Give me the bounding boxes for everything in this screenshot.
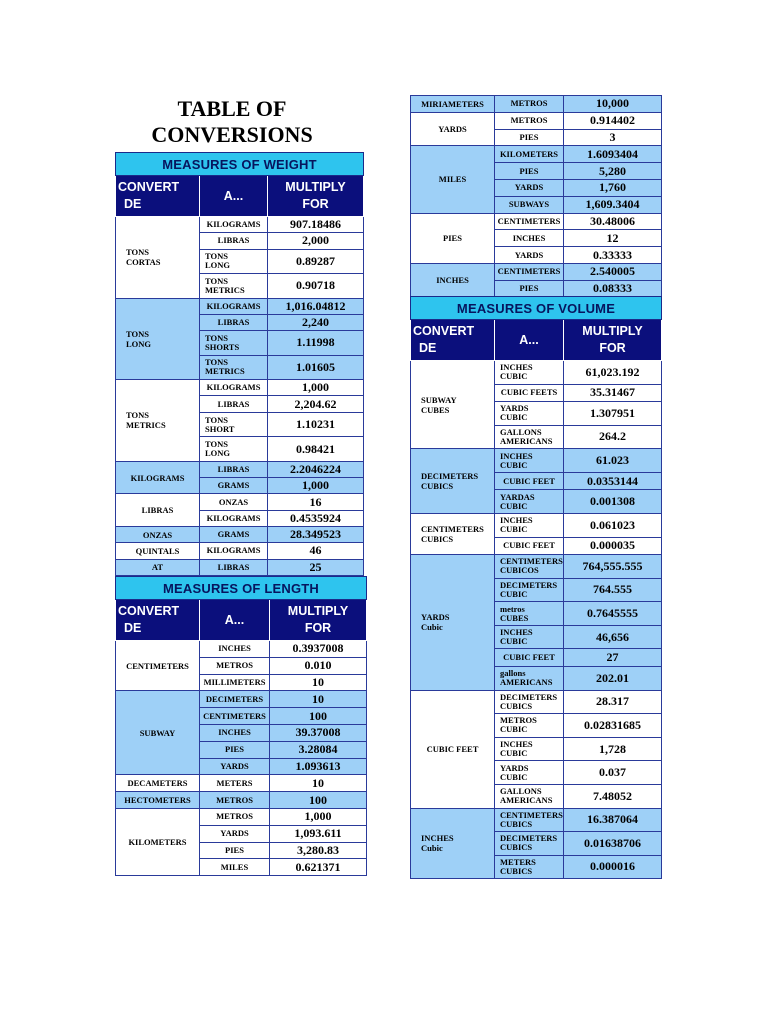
factor-cell: 1,728 (564, 737, 662, 761)
unit-cell: TONS SHORTS (200, 331, 268, 356)
factor-cell: 16 (268, 494, 364, 510)
group-label: DECIMETERS CUBICS (411, 449, 495, 514)
group-label: SUBWAY CUBES (411, 361, 495, 449)
unit-cell: CENTIMETERS (495, 213, 564, 230)
table-row (411, 808, 662, 832)
unit-cell: METROS CUBIC (495, 714, 564, 738)
unit-cell: CUBIC FEET (495, 537, 564, 555)
unit-cell: TONS SHORT (200, 412, 268, 437)
factor-cell: 1,000 (268, 380, 364, 396)
table-row (116, 792, 367, 809)
group-label: INCHES Cubic (411, 808, 495, 879)
length-section-title: MEASURES OF LENGTH (116, 577, 367, 600)
factor-cell: 202.01 (564, 666, 662, 690)
factor-cell: 0.7645555 (564, 602, 662, 626)
factor-cell: 1,760 (564, 179, 662, 196)
unit-cell: METROS (495, 96, 564, 113)
factor-cell: 35.31467 (564, 384, 662, 402)
factor-cell: 27 (564, 649, 662, 667)
factor-cell: 2,000 (268, 233, 364, 249)
factor-cell: 2,240 (268, 314, 364, 330)
unit-cell: YARDS (200, 825, 270, 842)
table-row (116, 298, 364, 314)
factor-cell: 0.4535924 (268, 510, 364, 526)
unit-cell: LIBRAS (200, 396, 268, 412)
group-label: DECAMETERS (116, 775, 200, 792)
table-row (116, 559, 364, 575)
unit-cell: KILOGRAMS (200, 298, 268, 314)
group-label: TONS CORTAS (116, 217, 200, 299)
group-label: QUINTALS (116, 543, 200, 559)
unit-cell: GALLONS AMERICANS (495, 425, 564, 449)
group-label: CUBIC FEET (411, 690, 495, 808)
unit-cell: INCHES (200, 641, 270, 658)
header-a: A... (495, 320, 564, 361)
table-row (411, 555, 662, 579)
table-row (116, 543, 364, 559)
unit-cell: GRAMS (200, 478, 268, 494)
unit-cell: LIBRAS (200, 559, 268, 575)
factor-cell: 3.28084 (270, 741, 367, 758)
unit-cell: METROS (495, 112, 564, 129)
unit-cell: CUBIC FEETS (495, 384, 564, 402)
unit-cell: KILOMETERS (495, 146, 564, 163)
unit-cell: LIBRAS (200, 233, 268, 249)
unit-cell: PIES (495, 129, 564, 146)
unit-cell: gallons AMERICANS (495, 666, 564, 690)
unit-cell: PIES (200, 741, 270, 758)
unit-cell: KILOGRAMS (200, 380, 268, 396)
factor-cell: 0.33333 (564, 247, 662, 264)
unit-cell: YARDS (200, 758, 270, 775)
group-label: YARDS (411, 112, 495, 146)
unit-cell: INCHES CUBIC (495, 513, 564, 537)
unit-cell: CENTIMETERS CUBICOS (495, 555, 564, 579)
table-row (411, 690, 662, 714)
factor-cell: 1,093.611 (270, 825, 367, 842)
factor-cell: 1,609.3404 (564, 196, 662, 213)
factor-cell: 0.02831685 (564, 714, 662, 738)
unit-cell: CENTIMETERS CUBICS (495, 808, 564, 832)
group-label: PIES (411, 213, 495, 263)
unit-cell: DECIMETERS CUBICS (495, 690, 564, 714)
factor-cell: 1.10231 (268, 412, 364, 437)
header-a: A... (200, 600, 270, 641)
title-line-1: TABLE OF (177, 96, 287, 121)
factor-cell: 0.08333 (564, 280, 662, 297)
factor-cell: 61.023 (564, 449, 662, 473)
factor-cell: 0.621371 (270, 859, 367, 876)
header-convert: CONVERT DE (116, 176, 200, 217)
factor-cell: 0.037 (564, 761, 662, 785)
factor-cell: 0.90718 (268, 274, 364, 299)
unit-cell: KILOGRAMS (200, 510, 268, 526)
unit-cell: INCHES (200, 724, 270, 741)
factor-cell: 28.317 (564, 690, 662, 714)
factor-cell: 1,000 (268, 478, 364, 494)
unit-cell: TONS METRICS (200, 355, 268, 380)
header-multiply: MULTIPLY FOR (270, 600, 367, 641)
table-row (116, 461, 364, 477)
length-table (115, 576, 367, 876)
factor-cell: 16.387064 (564, 808, 662, 832)
unit-cell: DECIMETERS CUBIC (495, 578, 564, 602)
unit-cell: YARDAS CUBIC (495, 490, 564, 514)
weight-section-title: MEASURES OF WEIGHT (116, 153, 364, 176)
group-label: INCHES (411, 263, 495, 297)
table-row (411, 361, 662, 385)
group-label: ONZAS (116, 526, 200, 542)
factor-cell: 100 (270, 708, 367, 725)
group-label: AT (116, 559, 200, 575)
factor-cell: 39.37008 (270, 724, 367, 741)
table-row (116, 526, 364, 542)
factor-cell: 1,016.04812 (268, 298, 364, 314)
factor-cell: 0.3937008 (270, 641, 367, 658)
factor-cell: 1.093613 (270, 758, 367, 775)
unit-cell: YARDS (495, 247, 564, 264)
factor-cell: 1.6093404 (564, 146, 662, 163)
factor-cell: 1,000 (270, 808, 367, 825)
unit-cell: CUBIC FEET (495, 472, 564, 490)
group-label: TONS LONG (116, 298, 200, 380)
unit-cell: metros CUBES (495, 602, 564, 626)
table-row (411, 112, 662, 129)
unit-cell: DECIMETERS CUBICS (495, 832, 564, 856)
factor-cell: 46 (268, 543, 364, 559)
factor-cell: 3 (564, 129, 662, 146)
page-title (112, 96, 352, 148)
unit-cell: METERS (200, 775, 270, 792)
group-label: MILES (411, 146, 495, 213)
unit-cell: PIES (495, 280, 564, 297)
unit-cell: KILOGRAMS (200, 543, 268, 559)
unit-cell: LIBRAS (200, 314, 268, 330)
factor-cell: 764,555.555 (564, 555, 662, 579)
group-label: LIBRAS (116, 494, 200, 527)
unit-cell: CENTIMETERS (200, 708, 270, 725)
factor-cell: 0.01638706 (564, 832, 662, 856)
unit-cell: SUBWAYS (495, 196, 564, 213)
factor-cell: 10 (270, 775, 367, 792)
group-label: HECTOMETERS (116, 792, 200, 809)
unit-cell: TONS METRICS (200, 274, 268, 299)
group-label: SUBWAY (116, 691, 200, 775)
factor-cell: 3,280.83 (270, 842, 367, 859)
factor-cell: 2.540005 (564, 263, 662, 280)
table-row (116, 775, 367, 792)
factor-cell: 2,204.62 (268, 396, 364, 412)
factor-cell: 10,000 (564, 96, 662, 113)
table-row (411, 96, 662, 113)
weight-table (115, 152, 364, 576)
factor-cell: 907.18486 (268, 217, 364, 233)
unit-cell: GALLONS AMERICANS (495, 784, 564, 808)
unit-cell: INCHES CUBIC (495, 361, 564, 385)
unit-cell: METROS (200, 792, 270, 809)
length-continued-table (410, 95, 662, 298)
table-row (116, 217, 364, 233)
group-label: KILOMETERS (116, 808, 200, 875)
unit-cell: YARDS CUBIC (495, 402, 564, 426)
factor-cell: 0.000035 (564, 537, 662, 555)
factor-cell: 28.349523 (268, 526, 364, 542)
factor-cell: 264.2 (564, 425, 662, 449)
unit-cell: METROS (200, 657, 270, 674)
group-label: YARDS Cubic (411, 555, 495, 690)
factor-cell: 0.0353144 (564, 472, 662, 490)
unit-cell: YARDS (495, 179, 564, 196)
unit-cell: INCHES CUBIC (495, 625, 564, 649)
header-multiply: MULTIPLY FOR (268, 176, 364, 217)
unit-cell: TONS LONG (200, 437, 268, 462)
header-multiply: MULTIPLY FOR (564, 320, 662, 361)
factor-cell: 1.11998 (268, 331, 364, 356)
unit-cell: MILES (200, 859, 270, 876)
factor-cell: 12 (564, 230, 662, 247)
unit-cell: TONS LONG (200, 249, 268, 274)
factor-cell: 10 (270, 674, 367, 691)
factor-cell: 0.98421 (268, 437, 364, 462)
table-row (411, 513, 662, 537)
group-label: KILOGRAMS (116, 461, 200, 494)
title-line-2: CONVERSIONS (151, 122, 313, 147)
table-row (411, 449, 662, 473)
unit-cell: INCHES CUBIC (495, 449, 564, 473)
factor-cell: 0.914402 (564, 112, 662, 129)
unit-cell: CUBIC FEET (495, 649, 564, 667)
table-row (116, 380, 364, 396)
group-label: TONS METRICS (116, 380, 200, 462)
factor-cell: 0.89287 (268, 249, 364, 274)
volume-table (410, 296, 662, 879)
factor-cell: 5,280 (564, 163, 662, 180)
table-row (116, 808, 367, 825)
table-row (116, 494, 364, 510)
factor-cell: 0.010 (270, 657, 367, 674)
table-row (411, 263, 662, 280)
unit-cell: LIBRAS (200, 461, 268, 477)
factor-cell: 2.2046224 (268, 461, 364, 477)
unit-cell: METERS CUBICS (495, 855, 564, 879)
group-label: MIRIAMETERS (411, 96, 495, 113)
unit-cell: CENTIMETERS (495, 263, 564, 280)
group-label: CENTIMETERS (116, 641, 200, 691)
unit-cell: ONZAS (200, 494, 268, 510)
unit-cell: PIES (200, 842, 270, 859)
unit-cell: GRAMS (200, 526, 268, 542)
factor-cell: 764.555 (564, 578, 662, 602)
unit-cell: KILOGRAMS (200, 217, 268, 233)
header-a: A... (200, 176, 268, 217)
factor-cell: 0.061023 (564, 513, 662, 537)
factor-cell: 25 (268, 559, 364, 575)
factor-cell: 61,023.192 (564, 361, 662, 385)
factor-cell: 0.000016 (564, 855, 662, 879)
unit-cell: PIES (495, 163, 564, 180)
table-row (116, 691, 367, 708)
unit-cell: INCHES (495, 230, 564, 247)
unit-cell: INCHES CUBIC (495, 737, 564, 761)
table-row (411, 213, 662, 230)
unit-cell: METROS (200, 808, 270, 825)
unit-cell: DECIMETERS (200, 691, 270, 708)
factor-cell: 46,656 (564, 625, 662, 649)
factor-cell: 100 (270, 792, 367, 809)
table-row (116, 641, 367, 658)
table-row (411, 146, 662, 163)
factor-cell: 30.48006 (564, 213, 662, 230)
header-convert: CONVERT DE (116, 600, 200, 641)
group-label: CENTIMETERS CUBICS (411, 513, 495, 554)
factor-cell: 0.001308 (564, 490, 662, 514)
factor-cell: 1.01605 (268, 355, 364, 380)
factor-cell: 1.307951 (564, 402, 662, 426)
unit-cell: YARDS CUBIC (495, 761, 564, 785)
header-convert: CONVERT DE (411, 320, 495, 361)
factor-cell: 10 (270, 691, 367, 708)
factor-cell: 7.48052 (564, 784, 662, 808)
volume-section-title: MEASURES OF VOLUME (411, 297, 662, 320)
unit-cell: MILLIMETERS (200, 674, 270, 691)
